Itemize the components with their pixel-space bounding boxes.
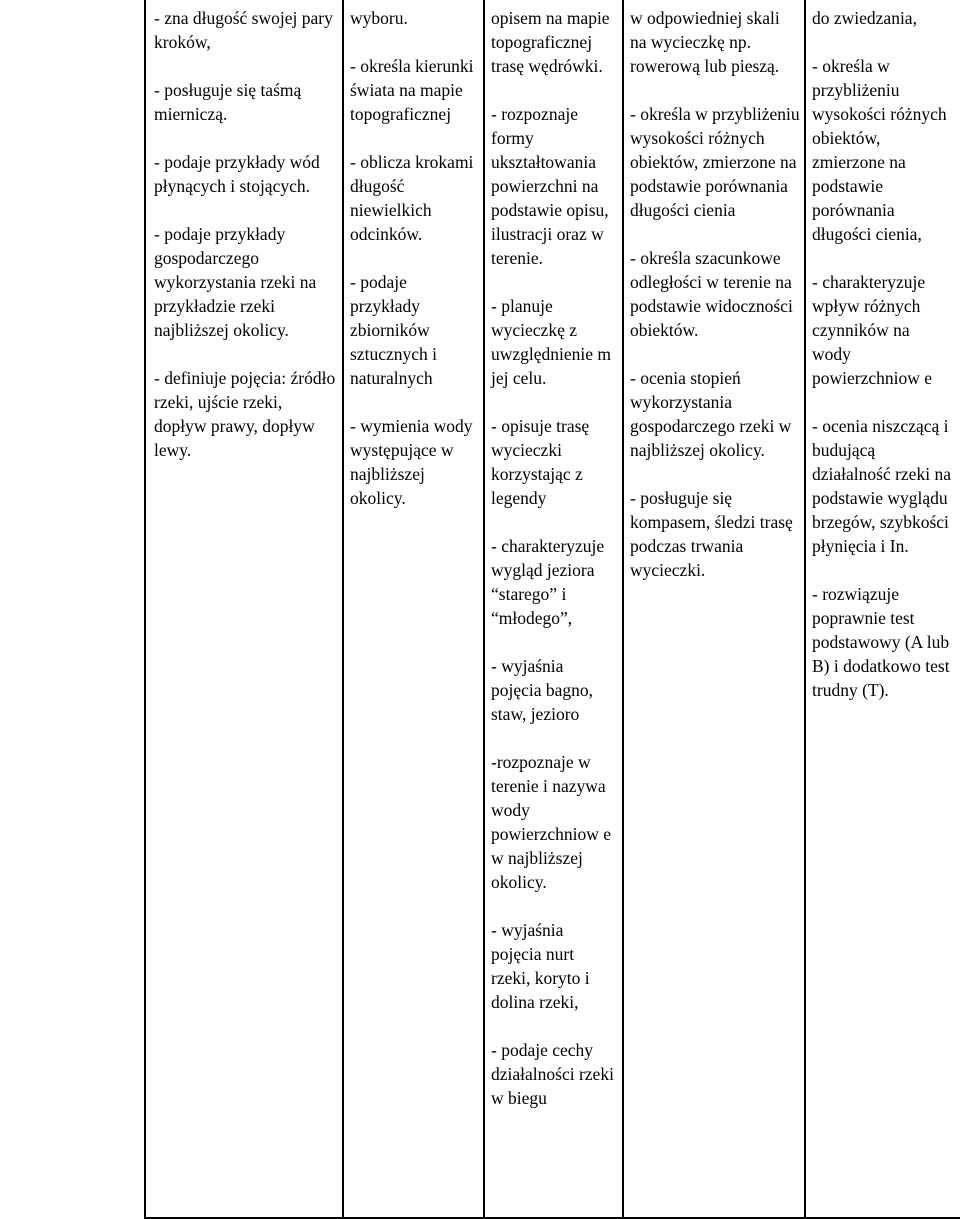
requirements-table xyxy=(144,0,960,1219)
list-item: - wyjaśnia pojęcia bagno, staw, jezioro xyxy=(491,656,594,724)
list-item: - oblicza krokami długość niewielkich odcinków. xyxy=(350,152,474,244)
list-item: - zna długość swojej pary kroków, xyxy=(154,8,333,52)
list-item: w odpowiedniej skali na wycieczkę np. rowerową lub pieszą. xyxy=(630,8,780,76)
table-column-5 xyxy=(812,6,952,702)
list-item: - ocenia stopień wykorzystania gospodarczego rzeki w najbliższej okolicy. xyxy=(630,368,792,460)
table-column-4-5 xyxy=(624,0,955,1217)
list-item: - rozpoznaje formy ukształtowania powierzchni na podstawie opisu, ilustracji oraz w terenie. xyxy=(491,104,609,268)
column-divider xyxy=(804,0,806,1217)
list-item: - ocenia niszczącą i budującą działalność rzeki na podstawie wyglądu brzegów, szybkości płynięcia i In. xyxy=(812,416,951,556)
list-item: - definiuje pojęcia: źródło rzeki, ujście rzeki, dopływ prawy, dopływ lewy. xyxy=(154,368,336,460)
list-item: opisem na mapie topograficznej trasę wędrówki. xyxy=(491,8,610,76)
list-item: - określa kierunki świata na mapie topograficznej xyxy=(350,56,474,124)
list-item: - rozwiązuje poprawnie test podstawowy (A lub B) i dodatkowo test trudny (T). xyxy=(812,584,950,700)
list-item: - podaje cechy działalności rzeki w biegu xyxy=(491,1040,614,1108)
list-item: do zwiedzania, xyxy=(812,8,917,28)
list-item: wyboru. xyxy=(350,8,408,28)
list-item: - określa w przybliżeniu wysokości różnych obiektów, zmierzone na podstawie porównania długości cienia, xyxy=(812,56,947,244)
list-item: - charakteryzuje wygląd jeziora “starego” i “młodego”, xyxy=(491,536,605,628)
table-column-2 xyxy=(344,0,485,1217)
list-item: - posługuje się taśmą mierniczą. xyxy=(154,80,302,124)
table-column-3 xyxy=(485,0,624,1217)
list-item: - wyjaśnia pojęcia nurt rzeki, koryto i dolina rzeki, xyxy=(491,920,590,1012)
list-item: - podaje przykłady wód płynących i stojących. xyxy=(154,152,320,196)
table-column-4 xyxy=(630,6,800,582)
list-item: - planuje wycieczkę z uwzględnienie m jej celu. xyxy=(491,296,612,388)
list-item: - określa w przybliżeniu wysokości różnych obiektów, zmierzone na podstawie porównania długości cienia xyxy=(630,104,800,220)
list-item: - opisuje trasę wycieczki korzystając z legendy xyxy=(491,416,590,508)
table-column-1 xyxy=(146,0,344,1217)
list-item: - określa szacunkowe odległości w terenie na podstawie widoczności obiektów. xyxy=(630,248,793,340)
list-item: - charakteryzuje wpływ różnych czynników na wody powierzchniow e xyxy=(812,272,933,388)
list-item: - posługuje się kompasem, śledzi trasę podczas trwania wycieczki. xyxy=(630,488,793,580)
list-item: -rozpoznaje w terenie i nazywa wody powierzchniow e w najbliższej okolicy. xyxy=(491,752,612,892)
list-item: - wymienia wody występujące w najbliższej okolicy. xyxy=(350,416,473,508)
list-item: - podaje przykłady gospodarczego wykorzystania rzeki na przykładzie rzeki najbliższej okolicy. xyxy=(154,224,317,340)
list-item: - podaje przykłady zbiorników sztucznych i naturalnych xyxy=(350,272,437,388)
